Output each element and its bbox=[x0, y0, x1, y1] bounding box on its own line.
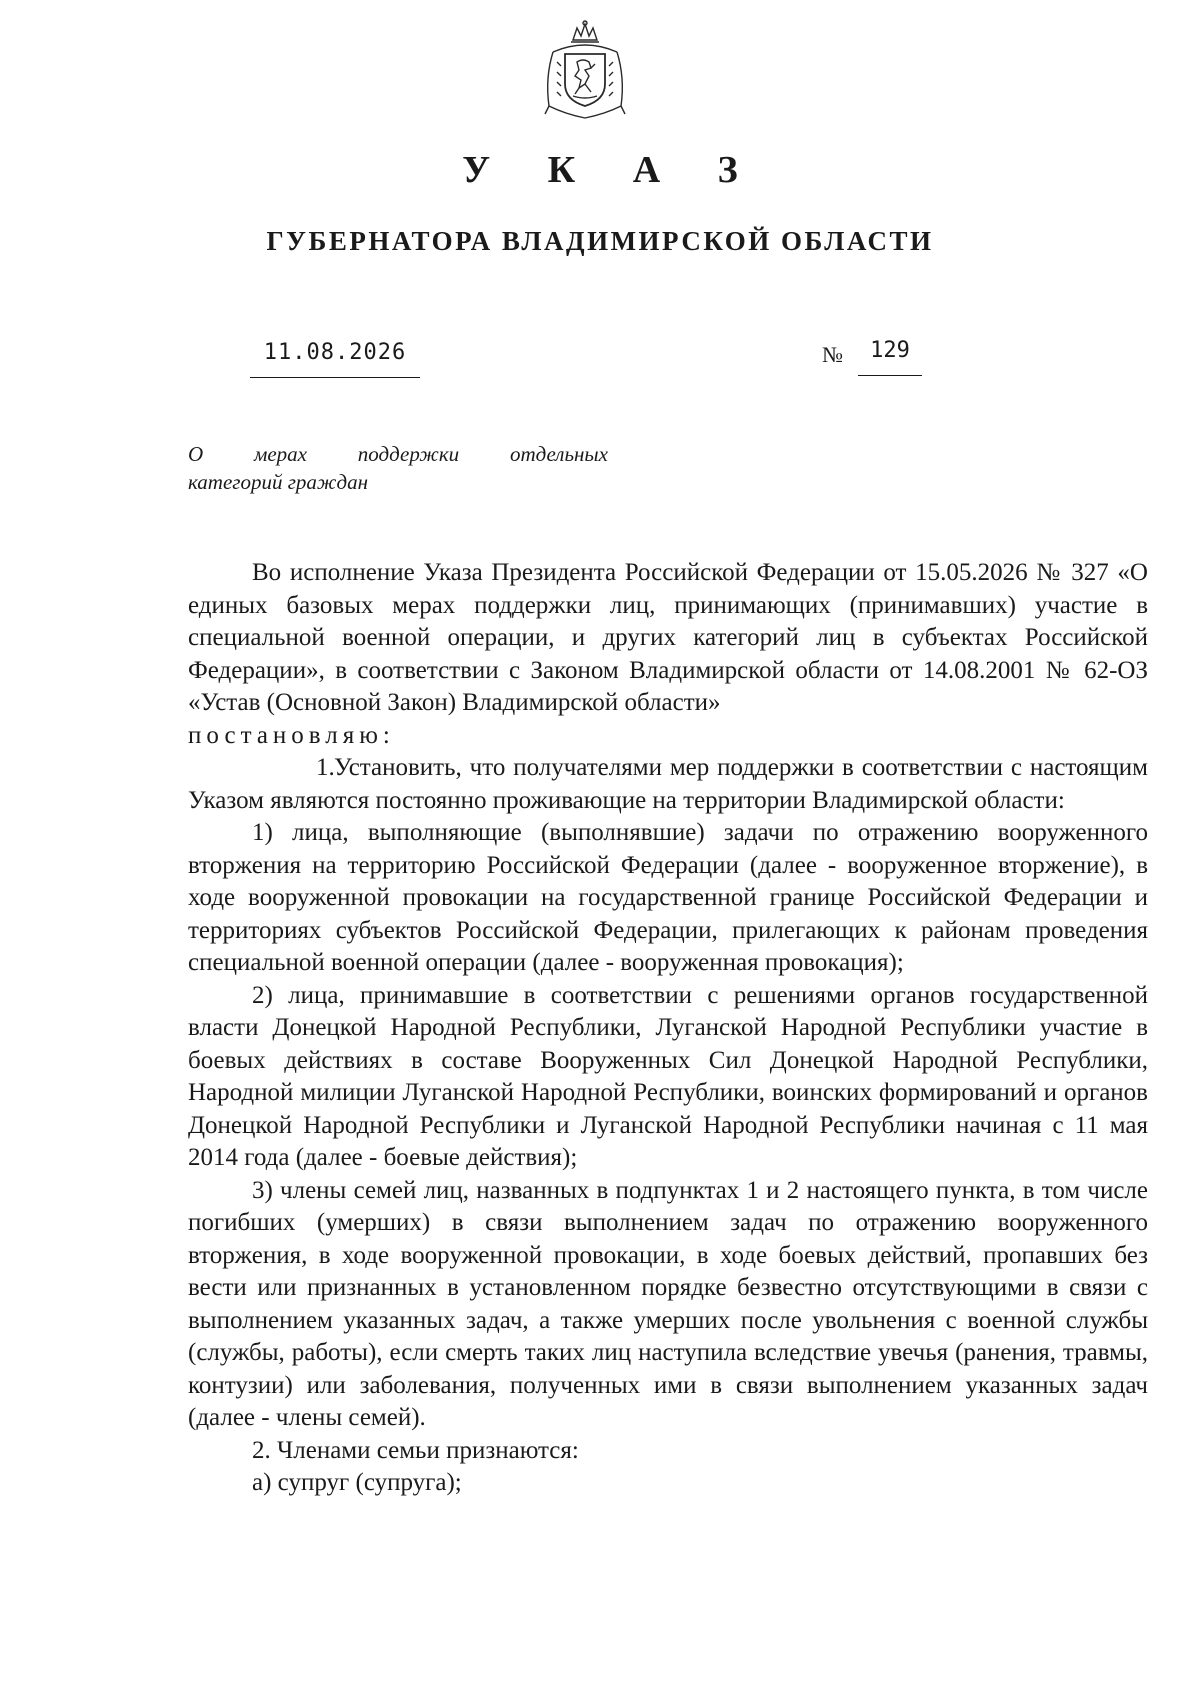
number-value: 129 bbox=[870, 338, 910, 363]
item-1-number: 1. bbox=[316, 754, 335, 781]
subject-line-1 bbox=[188, 440, 608, 468]
subitem-2-paragraph: 2) лица, принимавшие в соответствии с решениями органов государственной власти Донецкой Народной Республики, Луганской Народной Республики участие в боевых действиях в составе Вооруженных Сил Донецкой Народной Республики, Народной милиции Луганской Народной Республики, воинских формирований и органов Донецкой Народной Республики и Луганской Народной Республики начиная с 11 мая 2014 года (далее - боевые действия); bbox=[188, 981, 1148, 1171]
item-2-paragraph: 2. Членами семьи признаются: bbox=[252, 1436, 579, 1464]
date-value: 11.08.2026 bbox=[263, 340, 407, 365]
subject-word: отдельных bbox=[509, 442, 608, 466]
number-sign: № bbox=[822, 342, 843, 367]
subject-line-2: категорий граждан bbox=[188, 470, 368, 494]
decree-body bbox=[188, 557, 1148, 1500]
subject-word: поддержки bbox=[357, 442, 460, 466]
subject-word: мерах bbox=[253, 442, 307, 466]
item-1-text: Установить, что получателями мер поддержки в соответствии с настоящим Указом являются постоянно проживающие на территории Владимирской области: bbox=[188, 754, 1148, 814]
subitem-1-paragraph: 1) лица, выполняющие (выполнявшие) задачи по отражению вооруженного вторжения на территорию Российской Федерации (далее - вооруженное вторжение), в ходе вооруженной провокации на государственной границе Российской Федерации и территориях субъектов Российской Федерации, прилегающих к районам проведения специальной военной операции (далее - вооруженная провокация); bbox=[188, 819, 1148, 976]
item-2a-paragraph: а) супруг (супруга); bbox=[252, 1469, 462, 1496]
subitem-3-paragraph: 3) члены семей лиц, названных в подпунктах 1 и 2 настоящего пункта, в том числе погибших (умерших) в связи выполнением задач по отражению вооруженного вторжения, в ходе вооруженной провокации, в ходе боевых действий, пропавших без вести или признанных в установленном порядке безвестно отсутствующими в связи с выполнением указанных задач, а также умерших после увольнения с военной службы (службы, работы), если смерть таких лиц наступила вследствие увечья (ранения, травмы, контузии) или заболевания, полученных ими в связи выполнением указанных задач (далее - члены семей). bbox=[188, 1176, 1148, 1431]
preamble-paragraph: Во исполнение Указа Президента Российской Федерации от 15.05.2026 № 327 «О единых базовых мерах поддержки лиц, принимающих (принимавших) участие в специальной военной операции, и других категорий лиц в субъектах Российской Федерации», в соответствии с Законом Владимирской области от 14.08.2001 № 62-ОЗ «Устав (Основной Закон) Владимирской области» bbox=[188, 559, 1148, 716]
subject-word: О bbox=[188, 442, 204, 466]
issuing-authority: ГУБЕРНАТОРА ВЛАДИМИРСКОЙ ОБЛАСТИ bbox=[266, 226, 934, 256]
date-underline bbox=[250, 377, 420, 378]
number-underline bbox=[858, 375, 922, 376]
decree-subject bbox=[188, 440, 608, 496]
decree-word: постановляю: bbox=[188, 721, 395, 749]
decree-date bbox=[250, 340, 420, 378]
decree-number bbox=[822, 338, 922, 378]
document-type-title: У К А З bbox=[462, 149, 762, 191]
item-1-paragraph bbox=[188, 752, 1148, 817]
coat-of-arms-icon bbox=[535, 18, 635, 123]
